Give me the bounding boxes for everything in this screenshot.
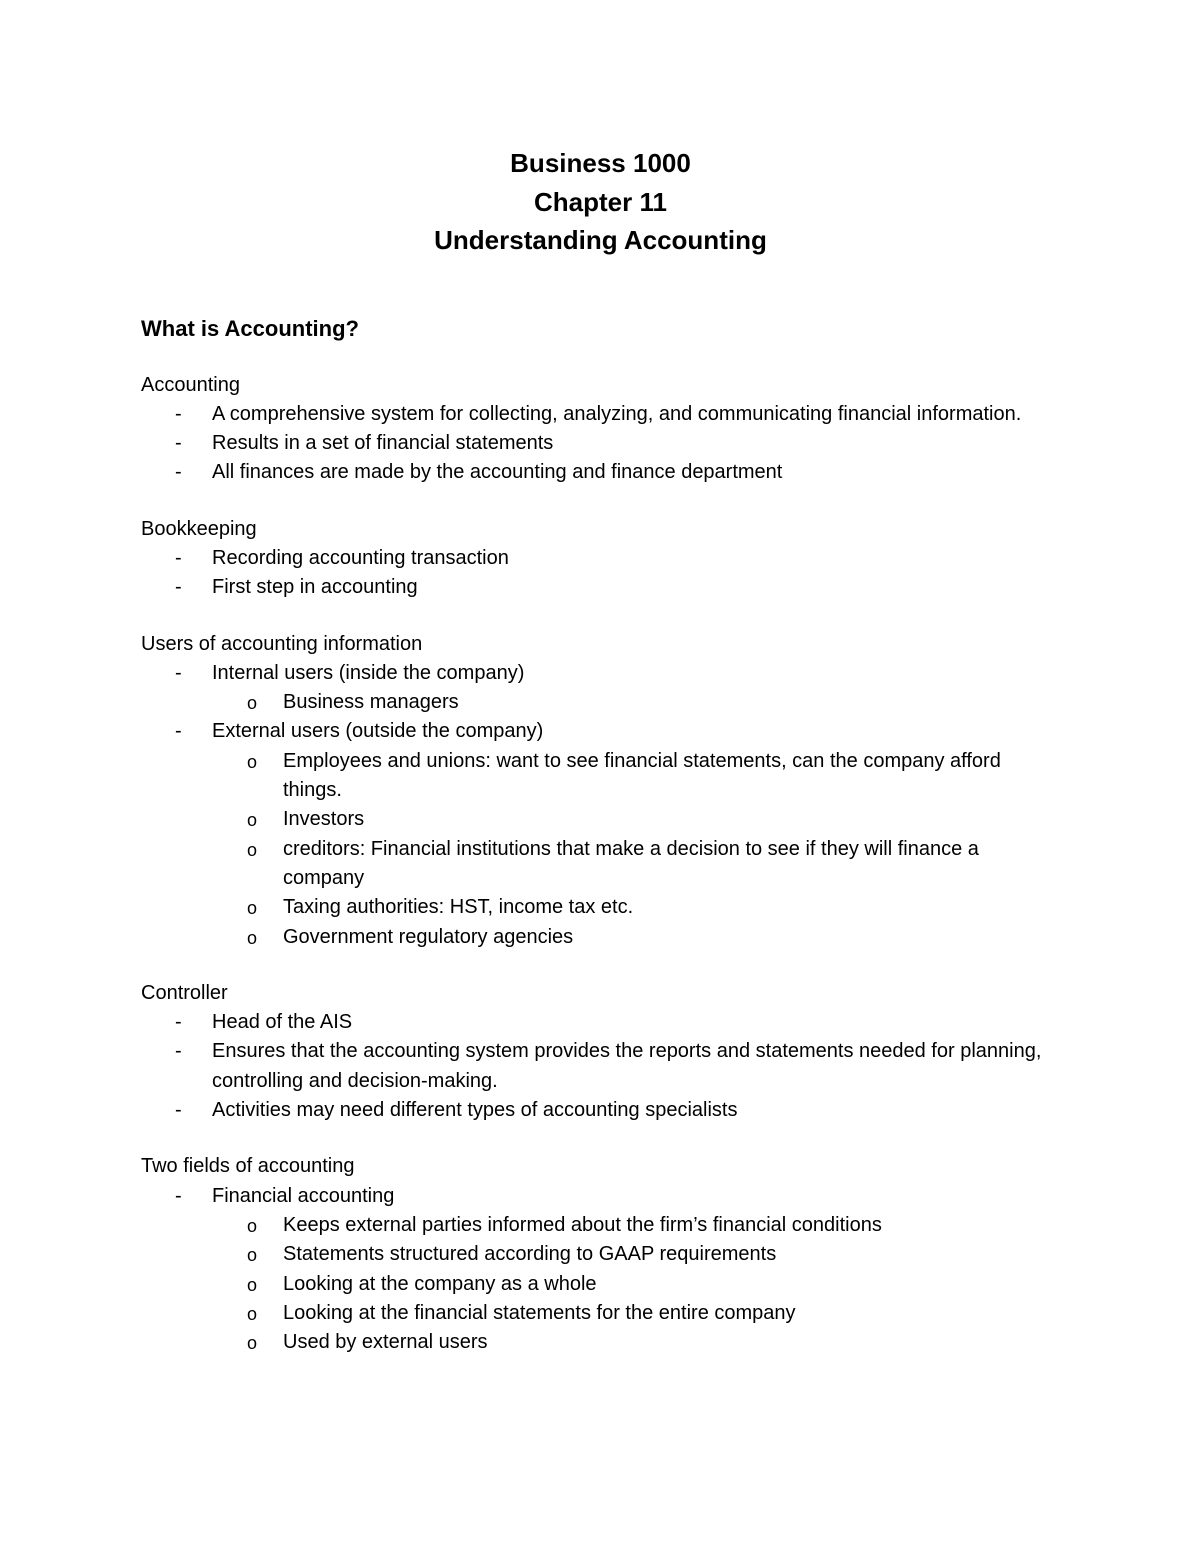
sub-list-item <box>212 893 1060 922</box>
topic-title: Controller <box>141 981 228 1004</box>
sub-list-item-text: Looking at the financial statements for the entire company <box>283 1301 796 1324</box>
sub-list-item-text: Business managers <box>283 691 459 714</box>
section-heading: What is Accounting? <box>141 315 359 341</box>
bullet-list <box>141 544 1060 603</box>
circle-marker: o <box>247 1245 258 1266</box>
list-item-text: Ensures that the accounting system provides the reports and statements needed for planning, controlling and decision-making. <box>212 1040 1042 1092</box>
dash-marker: - <box>175 1184 182 1207</box>
list-item <box>141 544 1060 573</box>
sub-list-item-text: Keeps external parties informed about the firm’s financial conditions <box>283 1213 882 1236</box>
sub-list-item-text: Investors <box>283 808 365 831</box>
sub-list-item-text: Statements structured according to GAAP requirements <box>283 1243 777 1266</box>
sub-list-item-text: creditors: Financial institutions that make a decision to see if they will finance a company <box>283 837 979 889</box>
circle-marker: o <box>247 1274 258 1295</box>
course-title: Business 1000 <box>510 148 691 178</box>
sub-list-item-text: Looking at the company as a whole <box>283 1272 597 1295</box>
bullet-list <box>141 400 1060 488</box>
list-item-text: Recording accounting transaction <box>212 546 509 569</box>
topic-title: Accounting <box>141 373 240 396</box>
list-item-text: A comprehensive system for collecting, analyzing, and communicating financial information. <box>212 402 1022 425</box>
list-item <box>141 400 1060 429</box>
circle-marker: o <box>247 1333 258 1354</box>
dash-marker: - <box>175 1040 182 1063</box>
list-item <box>141 1096 1060 1125</box>
circle-marker: o <box>247 1303 258 1324</box>
dash-marker: - <box>175 720 182 743</box>
topic-title: Bookkeeping <box>141 517 257 540</box>
topic-controller <box>141 979 1060 1125</box>
list-item-text: First step in accounting <box>212 576 418 599</box>
circle-marker: o <box>247 693 258 714</box>
list-item-external-users <box>141 717 1060 951</box>
dash-marker: - <box>175 1099 182 1122</box>
sub-bullet-list <box>212 747 1060 952</box>
dash-marker: - <box>175 461 182 484</box>
bullet-list <box>141 1182 1060 1358</box>
dash-marker: - <box>175 402 182 425</box>
list-item-text: Activities may need different types of accounting specialists <box>212 1099 738 1122</box>
bullet-list <box>141 659 1060 952</box>
list-item-financial-accounting <box>141 1182 1060 1358</box>
dash-marker: - <box>175 1011 182 1034</box>
circle-marker: o <box>247 751 258 772</box>
list-item-text: Financial accounting <box>212 1184 395 1207</box>
chapter-title: Chapter 11 <box>534 186 667 217</box>
sub-list-item-text: Employees and unions: want to see financial statements, can the company afford things. <box>283 749 1001 802</box>
sub-list-item <box>212 835 1060 894</box>
topic-title: Two fields of accounting <box>141 1155 355 1178</box>
list-item <box>141 429 1060 458</box>
bullet-list <box>141 1008 1060 1125</box>
sub-list-item-text: Used by external users <box>283 1331 488 1354</box>
topic-accounting <box>141 371 1060 488</box>
sub-list-item <box>212 747 1060 806</box>
list-item-text: External users (outside the company) <box>212 720 544 743</box>
list-item-text: Internal users (inside the company) <box>212 661 525 684</box>
dash-marker: - <box>175 661 182 684</box>
sub-list-item <box>212 1240 1060 1269</box>
sub-list-item <box>212 1270 1060 1299</box>
sub-list-item <box>212 1328 1060 1357</box>
chapter-subtitle: Understanding Accounting <box>434 225 767 255</box>
sub-list-item <box>212 805 1060 834</box>
sub-list-item <box>212 688 1060 717</box>
dash-marker: - <box>175 576 182 599</box>
topic-title: Users of accounting information <box>141 632 423 655</box>
list-item <box>141 458 1060 487</box>
list-item-text: Head of the AIS <box>212 1011 353 1034</box>
list-item-text: Results in a set of financial statements <box>212 432 554 455</box>
sub-list-item <box>212 1211 1060 1240</box>
topic-fields <box>141 1152 1060 1357</box>
circle-marker: o <box>247 898 258 919</box>
circle-marker: o <box>247 1215 258 1236</box>
circle-marker: o <box>247 810 258 831</box>
dash-marker: - <box>175 546 182 569</box>
sub-list-item <box>212 923 1060 952</box>
list-item <box>141 573 1060 602</box>
list-item-internal-users <box>141 659 1060 718</box>
sub-list-item <box>212 1299 1060 1328</box>
circle-marker: o <box>247 839 258 860</box>
dash-marker: - <box>175 432 182 455</box>
topic-users <box>141 630 1060 952</box>
list-item <box>141 1008 1060 1037</box>
sub-bullet-list <box>212 688 1060 717</box>
document-title <box>141 144 1060 260</box>
list-item <box>141 1037 1060 1096</box>
sub-list-item-text: Government regulatory agencies <box>283 925 574 948</box>
sub-bullet-list <box>212 1211 1060 1357</box>
topic-bookkeeping <box>141 515 1060 603</box>
circle-marker: o <box>247 927 258 948</box>
sub-list-item-text: Taxing authorities: HST, income tax etc. <box>283 896 634 919</box>
list-item-text: All finances are made by the accounting and finance department <box>212 461 783 484</box>
